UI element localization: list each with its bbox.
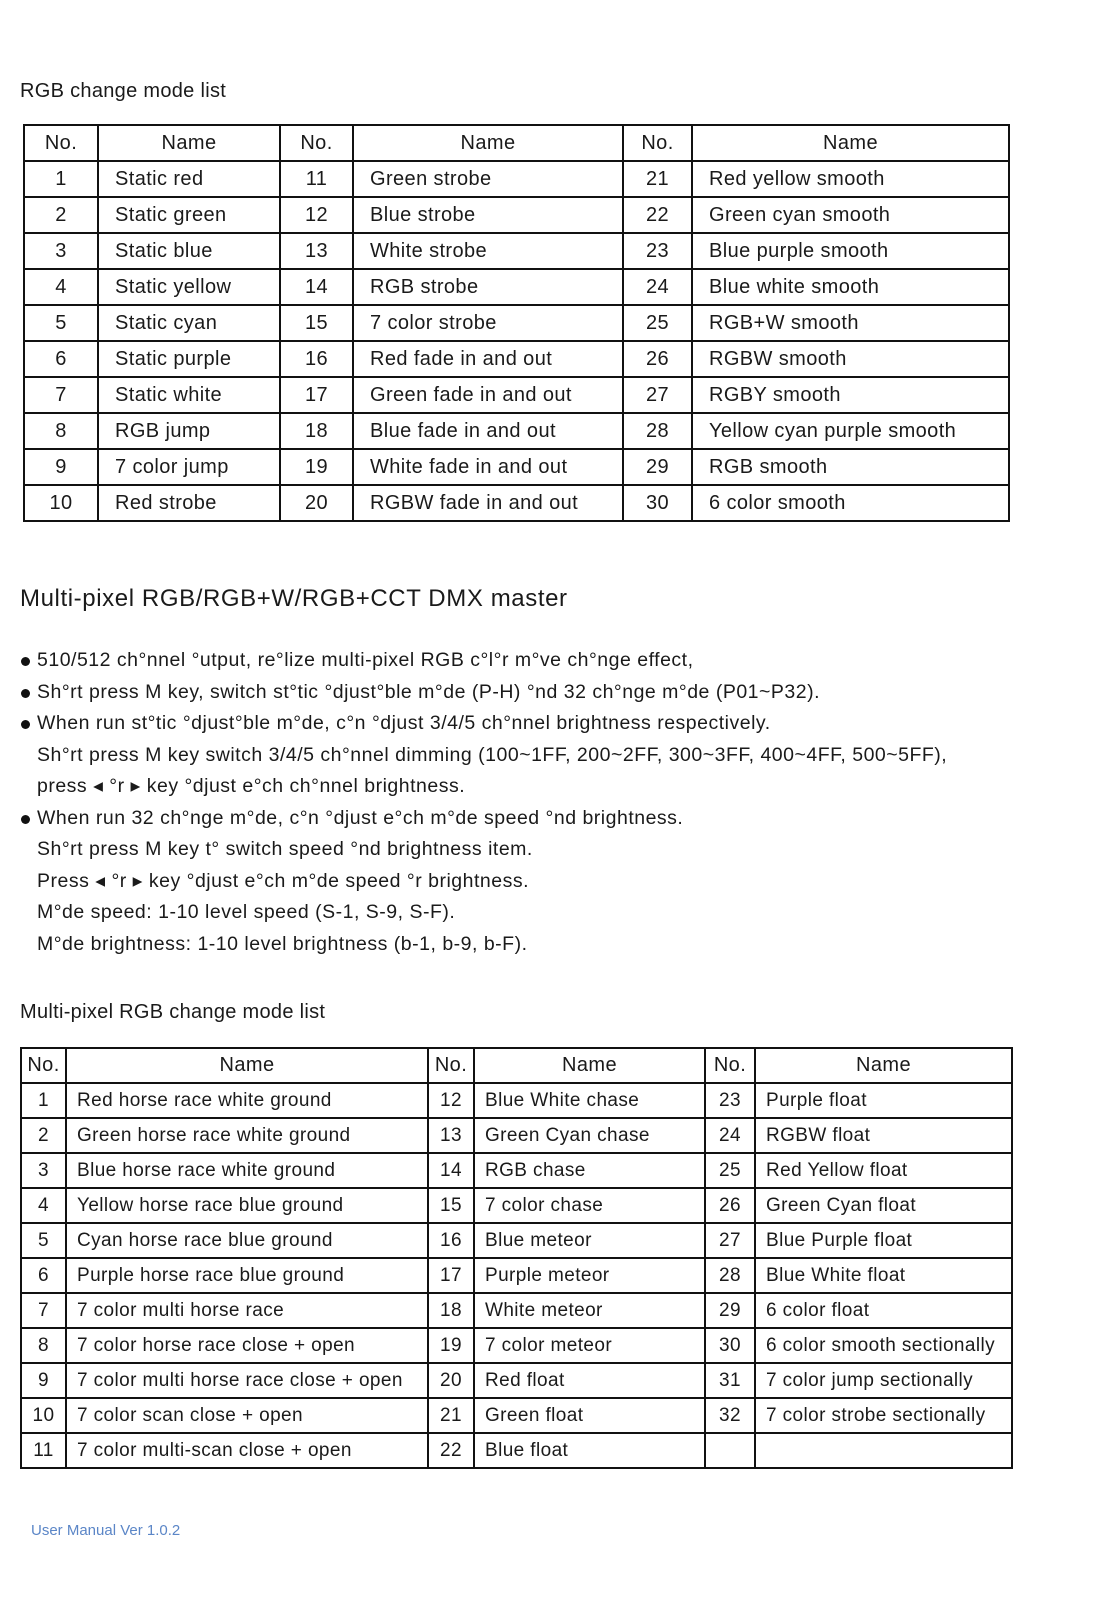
- table-header-row: [24, 125, 1009, 161]
- mode-number: 2: [21, 1118, 66, 1153]
- mode-number: 2: [24, 197, 98, 233]
- table-row: [24, 413, 1009, 449]
- multi-pixel-mode-table: [20, 1047, 1013, 1469]
- bullet-item: When run st°tic °djust°ble m°de, c°n °djust 3/4/5 ch°nnel brightness respectively.: [20, 708, 1080, 740]
- column-header-no: No.: [21, 1048, 66, 1083]
- table-row: [21, 1433, 1012, 1468]
- table-row: [24, 305, 1009, 341]
- column-header-name: Name: [98, 125, 280, 161]
- mode-number: 13: [428, 1118, 474, 1153]
- mode-number: 11: [280, 161, 353, 197]
- mode-number: 32: [705, 1398, 755, 1433]
- mode-number: 30: [705, 1328, 755, 1363]
- mode-number: 15: [428, 1188, 474, 1223]
- mode-name: Purple horse race blue ground: [66, 1258, 428, 1293]
- mode-number: 21: [623, 161, 692, 197]
- mode-number: 12: [428, 1083, 474, 1118]
- mode-name: Blue White chase: [474, 1083, 705, 1118]
- mode-number: 19: [428, 1328, 474, 1363]
- column-header-no: No.: [280, 125, 353, 161]
- mode-number: 27: [623, 377, 692, 413]
- table-row: [21, 1223, 1012, 1258]
- continuation-line: press ◂ °r ▸ key °djust e°ch ch°nnel brightness.: [37, 775, 466, 797]
- mode-number: 18: [428, 1293, 474, 1328]
- table-row: [24, 197, 1009, 233]
- mode-number: 22: [623, 197, 692, 233]
- mode-number: 15: [280, 305, 353, 341]
- mode-name: Green cyan smooth: [692, 197, 1009, 233]
- mode-name: 7 color chase: [474, 1188, 705, 1223]
- mode-name: Static purple: [98, 341, 280, 377]
- mode-number: 10: [24, 485, 98, 521]
- mode-name: 7 color horse race close + open: [66, 1328, 428, 1363]
- mode-name: Cyan horse race blue ground: [66, 1223, 428, 1258]
- mode-number: [705, 1433, 755, 1468]
- table-row: [24, 341, 1009, 377]
- mode-name: RGB chase: [474, 1153, 705, 1188]
- continuation-line: Press ◂ °r ▸ key °djust e°ch m°de speed °r brightness.: [37, 869, 530, 892]
- mode-name: 7 color jump: [98, 449, 280, 485]
- mode-number: 25: [623, 305, 692, 341]
- mode-name: Yellow cyan purple smooth: [692, 413, 1009, 449]
- mode-name: White meteor: [474, 1293, 705, 1328]
- mode-name: Static cyan: [98, 305, 280, 341]
- mode-name: Green float: [474, 1398, 705, 1433]
- mode-name: Static blue: [98, 233, 280, 269]
- mode-name: 7 color multi horse race close + open: [66, 1363, 428, 1398]
- mode-name: 7 color multi-scan close + open: [66, 1433, 428, 1468]
- mode-number: 5: [21, 1223, 66, 1258]
- table-row: [24, 485, 1009, 521]
- mode-number: 22: [428, 1433, 474, 1468]
- mode-name: 6 color smooth: [692, 485, 1009, 521]
- mode-name: RGB+W smooth: [692, 305, 1009, 341]
- mode-number: 30: [623, 485, 692, 521]
- mode-name: 7 color strobe sectionally: [755, 1398, 1012, 1433]
- mode-number: 7: [21, 1293, 66, 1328]
- dmx-master-title: Multi-pixel RGB/RGB+W/RGB+CCT DMX master: [20, 585, 568, 612]
- table-row: [21, 1363, 1012, 1398]
- table-row: [24, 377, 1009, 413]
- table-row: [21, 1258, 1012, 1293]
- mode-name: Green fade in and out: [353, 377, 623, 413]
- mode-number: 3: [24, 233, 98, 269]
- mode-number: 24: [705, 1118, 755, 1153]
- mode-name: Blue horse race white ground: [66, 1153, 428, 1188]
- table-row: [21, 1328, 1012, 1363]
- mode-number: 26: [705, 1188, 755, 1223]
- mode-name: Green Cyan chase: [474, 1118, 705, 1153]
- column-header-name: Name: [755, 1048, 1012, 1083]
- mode-name: 6 color smooth sectionally: [755, 1328, 1012, 1363]
- mode-name: 7 color scan close + open: [66, 1398, 428, 1433]
- column-header-no: No.: [623, 125, 692, 161]
- mode-name: 7 color jump sectionally: [755, 1363, 1012, 1398]
- mode-number: 23: [705, 1083, 755, 1118]
- rgb-mode-list-title: RGB change mode list: [20, 80, 227, 102]
- mode-name: Blue strobe: [353, 197, 623, 233]
- mode-number: 19: [280, 449, 353, 485]
- mode-name: White strobe: [353, 233, 623, 269]
- bullet-item: Sh°rt press M key, switch st°tic °djust°ble m°de (P-H) °nd 32 ch°nge m°de (P01~P32).: [20, 677, 1080, 709]
- mode-number: 31: [705, 1363, 755, 1398]
- mode-name: 6 color float: [755, 1293, 1012, 1328]
- mode-number: 12: [280, 197, 353, 233]
- table-row: [21, 1118, 1012, 1153]
- mode-number: 5: [24, 305, 98, 341]
- table-row: [21, 1398, 1012, 1433]
- mode-number: 1: [24, 161, 98, 197]
- mode-number: 7: [24, 377, 98, 413]
- mode-name: RGBW fade in and out: [353, 485, 623, 521]
- column-header-no: No.: [428, 1048, 474, 1083]
- mode-name: Green Cyan float: [755, 1188, 1012, 1223]
- mode-name: Purple meteor: [474, 1258, 705, 1293]
- mode-number: 1: [21, 1083, 66, 1118]
- mode-name: 7 color strobe: [353, 305, 623, 341]
- table-header-row: [21, 1048, 1012, 1083]
- rgb-mode-table: [23, 124, 1010, 522]
- mode-number: 10: [21, 1398, 66, 1433]
- mode-name: White fade in and out: [353, 449, 623, 485]
- table-row: [24, 161, 1009, 197]
- mode-number: 6: [24, 341, 98, 377]
- mode-name: RGB strobe: [353, 269, 623, 305]
- feature-description: [20, 645, 1080, 960]
- column-header-no: No.: [24, 125, 98, 161]
- mode-number: 4: [21, 1188, 66, 1223]
- mode-name: RGB smooth: [692, 449, 1009, 485]
- mode-number: 18: [280, 413, 353, 449]
- mode-name: RGBY smooth: [692, 377, 1009, 413]
- mode-name: Blue Purple float: [755, 1223, 1012, 1258]
- mode-name: RGBW smooth: [692, 341, 1009, 377]
- mode-name: Red horse race white ground: [66, 1083, 428, 1118]
- bullet-item: When run 32 ch°nge m°de, c°n °djust e°ch m°de speed °nd brightness.: [20, 803, 1080, 835]
- mode-name: Blue float: [474, 1433, 705, 1468]
- mode-number: 17: [280, 377, 353, 413]
- multi-pixel-mode-list-title: Multi-pixel RGB change mode list: [20, 1001, 326, 1023]
- mode-number: 9: [24, 449, 98, 485]
- continuation-line: M°de brightness: 1-10 level brightness (b-1, b-9, b-F).: [37, 932, 528, 955]
- continuation-line: Sh°rt press M key switch 3/4/5 ch°nnel dimming (100~1FF, 200~2FF, 300~3FF, 400~4FF, 500~5FF),: [37, 743, 948, 766]
- footer-version: User Manual Ver 1.0.2: [31, 1522, 181, 1539]
- mode-number: 16: [280, 341, 353, 377]
- column-header-no: No.: [705, 1048, 755, 1083]
- mode-number: 28: [705, 1258, 755, 1293]
- mode-number: 20: [280, 485, 353, 521]
- mode-number: 26: [623, 341, 692, 377]
- mode-name: Static white: [98, 377, 280, 413]
- mode-name: Blue White float: [755, 1258, 1012, 1293]
- column-header-name: Name: [474, 1048, 705, 1083]
- mode-name: Static red: [98, 161, 280, 197]
- mode-name: Yellow horse race blue ground: [66, 1188, 428, 1223]
- mode-name: Red strobe: [98, 485, 280, 521]
- mode-name: Green horse race white ground: [66, 1118, 428, 1153]
- table-row: [21, 1293, 1012, 1328]
- table-row: [21, 1153, 1012, 1188]
- table-row: [24, 269, 1009, 305]
- mode-number: 29: [623, 449, 692, 485]
- mode-number: 8: [24, 413, 98, 449]
- mode-name: Green strobe: [353, 161, 623, 197]
- mode-name: RGBW float: [755, 1118, 1012, 1153]
- mode-name: Static yellow: [98, 269, 280, 305]
- mode-number: 16: [428, 1223, 474, 1258]
- bullet-item: 510/512 ch°nnel °utput, re°lize multi-pixel RGB c°l°r m°ve ch°nge effect,: [20, 645, 1080, 677]
- continuation-line: M°de speed: 1-10 level speed (S-1, S-9, S-F).: [37, 901, 456, 923]
- mode-number: 6: [21, 1258, 66, 1293]
- mode-number: 21: [428, 1398, 474, 1433]
- mode-number: 14: [428, 1153, 474, 1188]
- mode-name: Blue meteor: [474, 1223, 705, 1258]
- mode-number: 4: [24, 269, 98, 305]
- mode-name: 7 color meteor: [474, 1328, 705, 1363]
- mode-number: 29: [705, 1293, 755, 1328]
- mode-name: Blue white smooth: [692, 269, 1009, 305]
- mode-name: Static green: [98, 197, 280, 233]
- continuation-line: Sh°rt press M key t° switch speed °nd brightness item.: [37, 838, 533, 860]
- mode-number: 24: [623, 269, 692, 305]
- table-row: [24, 233, 1009, 269]
- mode-number: 9: [21, 1363, 66, 1398]
- mode-number: 8: [21, 1328, 66, 1363]
- table-row: [24, 449, 1009, 485]
- mode-number: 3: [21, 1153, 66, 1188]
- column-header-name: Name: [353, 125, 623, 161]
- mode-number: 23: [623, 233, 692, 269]
- mode-name: Blue purple smooth: [692, 233, 1009, 269]
- mode-number: 20: [428, 1363, 474, 1398]
- table-row: [21, 1188, 1012, 1223]
- mode-name: Red float: [474, 1363, 705, 1398]
- mode-name: RGB jump: [98, 413, 280, 449]
- column-header-name: Name: [692, 125, 1009, 161]
- mode-number: 14: [280, 269, 353, 305]
- mode-number: 25: [705, 1153, 755, 1188]
- mode-name: Red fade in and out: [353, 341, 623, 377]
- mode-number: 13: [280, 233, 353, 269]
- mode-number: 11: [21, 1433, 66, 1468]
- mode-name: 7 color multi horse race: [66, 1293, 428, 1328]
- mode-number: 17: [428, 1258, 474, 1293]
- mode-name: [755, 1433, 1012, 1468]
- column-header-name: Name: [66, 1048, 428, 1083]
- mode-name: Red Yellow float: [755, 1153, 1012, 1188]
- mode-name: Red yellow smooth: [692, 161, 1009, 197]
- mode-number: 28: [623, 413, 692, 449]
- mode-name: Purple float: [755, 1083, 1012, 1118]
- table-row: [21, 1083, 1012, 1118]
- mode-number: 27: [705, 1223, 755, 1258]
- mode-name: Blue fade in and out: [353, 413, 623, 449]
